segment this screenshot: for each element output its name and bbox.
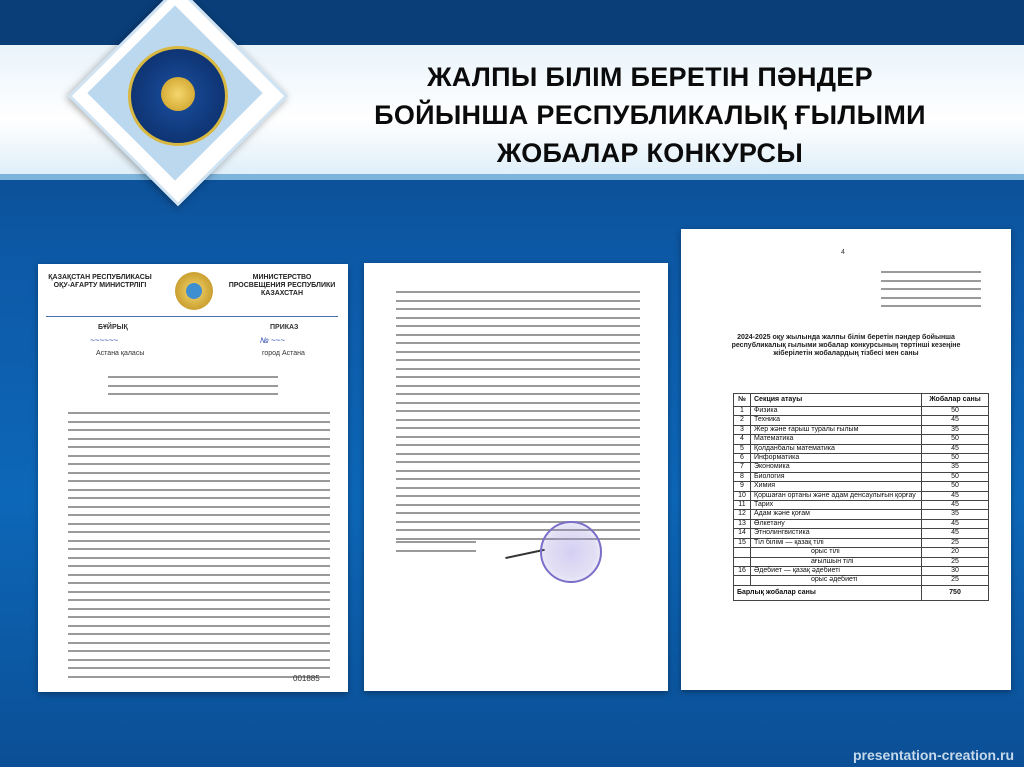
title-line-3: ЖОБАЛАР КОНКУРСЫ <box>496 138 804 168</box>
row-count: 25 <box>922 538 989 547</box>
header-section: Секция атауы <box>751 394 922 407</box>
logo-emblem <box>80 0 270 190</box>
row-no: 7 <box>734 463 751 472</box>
official-stamp-icon <box>540 521 602 583</box>
document-number: 001885 <box>293 674 320 683</box>
slide-title <box>330 58 970 172</box>
row-count: 45 <box>922 519 989 528</box>
row-count: 45 <box>922 416 989 425</box>
order-title-lines <box>108 376 278 402</box>
row-count: 50 <box>922 472 989 481</box>
table-row <box>734 463 989 472</box>
row-name: Қоршаған ортаны және адам денсаулығын қорғау <box>751 491 922 500</box>
handwritten-number: № ~~~ <box>260 336 285 345</box>
table-row <box>734 548 989 557</box>
row-name: Адам және қоғам <box>751 510 922 519</box>
total-value: 750 <box>922 585 989 600</box>
row-no: 9 <box>734 482 751 491</box>
row-no: 13 <box>734 519 751 528</box>
table-row <box>734 557 989 566</box>
document-continuation-page <box>364 263 668 691</box>
row-count: 45 <box>922 444 989 453</box>
ministry-name-kz: ҚАЗАҚСТАН РЕСПУБЛИКАСЫ ОҚУ-АҒАРТУ МИНИСТРЛІГІ <box>48 274 152 289</box>
row-count: 30 <box>922 566 989 575</box>
table-row <box>734 425 989 434</box>
row-count: 35 <box>922 463 989 472</box>
order-label-kz: БҰЙРЫҚ <box>98 324 128 331</box>
row-name: орыс әдебиеті <box>751 576 922 585</box>
header-rule <box>46 316 338 317</box>
coat-of-arms-icon <box>175 272 213 310</box>
row-no: 10 <box>734 491 751 500</box>
row-count: 35 <box>922 510 989 519</box>
row-name: Физика <box>751 407 922 416</box>
row-no: 6 <box>734 454 751 463</box>
row-name: Биология <box>751 472 922 481</box>
row-no: 8 <box>734 472 751 481</box>
handwritten-date: ~~~~~~ <box>90 336 119 345</box>
row-count: 50 <box>922 407 989 416</box>
row-count: 25 <box>922 576 989 585</box>
row-count: 35 <box>922 425 989 434</box>
row-count: 45 <box>922 501 989 510</box>
row-no: 5 <box>734 444 751 453</box>
table-row <box>734 444 989 453</box>
table-row <box>734 472 989 481</box>
logo-seal-icon <box>128 46 228 146</box>
table-row <box>734 519 989 528</box>
table-row <box>734 501 989 510</box>
row-no <box>734 576 751 585</box>
order-body-text <box>68 412 330 684</box>
table-row <box>734 566 989 575</box>
total-label: Барлық жобалар саны <box>734 585 922 600</box>
row-name: Тарих <box>751 501 922 510</box>
row-name: Әдебиет — қазақ әдебиеті <box>751 566 922 575</box>
document-appendix-page <box>681 229 1011 690</box>
row-name: Тіл білімі — қазақ тілі <box>751 538 922 547</box>
row-no <box>734 557 751 566</box>
row-no: 4 <box>734 435 751 444</box>
watermark: presentation-creation.ru <box>852 747 1014 763</box>
row-count: 20 <box>922 548 989 557</box>
row-count: 45 <box>922 491 989 500</box>
table-header-row <box>734 394 989 407</box>
appendix-approval-lines <box>881 271 981 314</box>
row-no: 1 <box>734 407 751 416</box>
row-name: Химия <box>751 482 922 491</box>
row-name: Жер және ғарыш туралы ғылым <box>751 425 922 434</box>
table-row <box>734 435 989 444</box>
row-count: 25 <box>922 557 989 566</box>
table-row <box>734 407 989 416</box>
row-no: 15 <box>734 538 751 547</box>
table-row <box>734 416 989 425</box>
row-name: Қолданбалы математика <box>751 444 922 453</box>
table-total-row <box>734 585 989 600</box>
row-name: Этнолингвистика <box>751 529 922 538</box>
section-table <box>733 393 989 601</box>
row-no: 16 <box>734 566 751 575</box>
row-name: Математика <box>751 435 922 444</box>
row-name: орыс тілі <box>751 548 922 557</box>
header-no: № <box>734 394 751 407</box>
table-row <box>734 576 989 585</box>
row-name: Өлкетану <box>751 519 922 528</box>
logo-star-icon <box>161 77 195 111</box>
table-row <box>734 482 989 491</box>
continuation-body-text <box>396 291 640 546</box>
row-count: 50 <box>922 454 989 463</box>
order-label-ru: ПРИКАЗ <box>270 324 299 331</box>
row-no: 3 <box>734 425 751 434</box>
row-count: 50 <box>922 435 989 444</box>
row-no: 14 <box>734 529 751 538</box>
city-ru: город Астана <box>262 350 305 357</box>
row-name: Информатика <box>751 454 922 463</box>
appendix-table-title: 2024-2025 оқу жылында жалпы білім беретін пәндер бойынша республикалық ғылыми жобалар конкурсының төртінші кезеңіне жіберілетін жобалардың тізбесі мен саны <box>731 334 961 357</box>
row-no: 11 <box>734 501 751 510</box>
row-count: 45 <box>922 529 989 538</box>
row-no: 2 <box>734 416 751 425</box>
table-row <box>734 510 989 519</box>
title-line-2: БОЙЫНША РЕСПУБЛИКАЛЫҚ ҒЫЛЫМИ <box>374 100 926 130</box>
row-name: ағылшын тілі <box>751 557 922 566</box>
table-row <box>734 538 989 547</box>
ministry-name-ru: МИНИСТЕРСТВО ПРОСВЕЩЕНИЯ РЕСПУБЛИКИ КАЗАХСТАН <box>228 274 336 297</box>
signatory-lines <box>396 541 476 558</box>
row-no <box>734 548 751 557</box>
table-row <box>734 491 989 500</box>
row-name: Экономика <box>751 463 922 472</box>
row-count: 50 <box>922 482 989 491</box>
city-kz: Астана қаласы <box>96 350 145 357</box>
document-order-page <box>38 264 348 692</box>
page-number: 4 <box>841 249 845 256</box>
row-no: 12 <box>734 510 751 519</box>
row-name: Техника <box>751 416 922 425</box>
header-count: Жобалар саны <box>922 394 989 407</box>
table-row <box>734 529 989 538</box>
title-line-1: ЖАЛПЫ БІЛІМ БЕРЕТІН ПӘНДЕР <box>427 62 873 92</box>
table-row <box>734 454 989 463</box>
